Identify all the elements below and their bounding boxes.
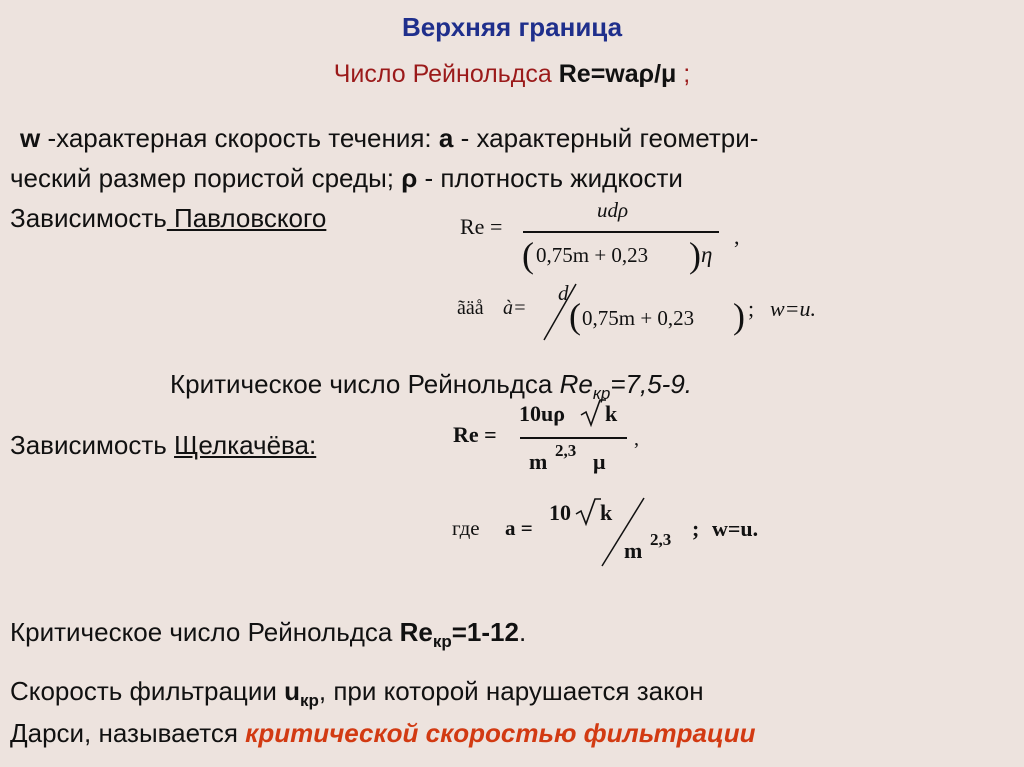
highlight-term: критической скоростью фильтрации — [245, 718, 756, 748]
definition-line-1 — [20, 118, 758, 158]
conclusion-text: Дарси, называется — [10, 718, 246, 748]
f1-numerator: 10uρ — [519, 401, 566, 426]
fraction-bar — [520, 437, 627, 439]
f2-paren-close: ) — [733, 296, 745, 336]
f2-semicolon: ; — [692, 516, 700, 541]
f1-eta: η — [701, 242, 713, 267]
f1-denominator: m — [529, 449, 548, 474]
critical-text: Критическое число Рейнольдса — [170, 369, 560, 399]
f1-sqrt-arg: k — [605, 401, 618, 426]
f1-mu: μ — [593, 449, 606, 474]
label-prefix: Зависимость — [10, 430, 175, 460]
sqrt-icon — [580, 398, 606, 428]
f2-denominator: m — [624, 538, 643, 563]
f1-numerator: udρ — [597, 198, 629, 222]
subtitle-suffix: ; — [676, 60, 691, 88]
critical-sub: кр — [592, 384, 611, 404]
f2-where: где — [452, 516, 480, 540]
symbol-w: w — [20, 123, 41, 153]
f2-paren-open: ( — [569, 296, 581, 336]
f2-exponent: 2,3 — [650, 530, 672, 549]
critical-re: Re — [399, 617, 433, 647]
f1-comma: , — [734, 224, 740, 249]
definition-text: - плотность жидкости — [417, 163, 683, 193]
critical-re: Re — [559, 369, 593, 399]
f1-lhs: Re = — [453, 422, 497, 447]
f2-a: à= — [503, 297, 527, 319]
critical-value: =1-12 — [451, 617, 519, 647]
definition-text: ческий размер пористой среды; — [10, 163, 402, 193]
f2-garbled: ãäå — [457, 297, 484, 319]
f1-paren-close: ) — [689, 235, 701, 275]
f2-d: d — [558, 281, 569, 305]
symbol-rho: ρ — [401, 163, 418, 193]
schelkachev-label — [10, 425, 316, 465]
definition-line-2 — [10, 158, 683, 198]
f2-sqrt-arg: k — [600, 500, 613, 525]
f2-numerator: 10 — [549, 500, 571, 525]
label-prefix: Зависимость — [10, 203, 167, 233]
critical-value: =7,5-9. — [610, 369, 692, 399]
fraction-bar — [523, 231, 719, 233]
symbol-u-sub: кр — [299, 691, 319, 711]
definition-text: -характерная скорость течения: — [40, 123, 439, 153]
f2-a: a = — [505, 516, 533, 540]
slide-title: Верхняя граница — [401, 12, 623, 42]
definition-text: - характерный геометри- — [453, 123, 759, 153]
symbol-a: a — [438, 123, 454, 153]
f1-comma: , — [634, 428, 639, 450]
f2-semicolon: ; — [748, 296, 755, 321]
symbol-u: u — [284, 676, 300, 706]
critical-reynolds-2 — [10, 612, 526, 662]
f2-denominator: 0,75m + 0,23 — [582, 306, 695, 330]
f1-paren-open: ( — [522, 235, 534, 275]
f2-wu: w=u. — [712, 516, 759, 541]
pavlovsky-label — [10, 198, 326, 238]
subtitle-formula: Re=waρ/μ — [558, 60, 677, 88]
subtitle-prefix: Число Рейнольдса — [333, 60, 559, 88]
f1-lhs: Re = — [460, 214, 503, 239]
f1-exponent: 2,3 — [555, 441, 577, 460]
critical-dot: . — [518, 617, 527, 647]
critical-text: Критическое число Рейнольдса — [10, 617, 400, 647]
critical-sub: кр — [432, 632, 452, 652]
label-name: Щелкачёва: — [174, 430, 317, 460]
label-name: Павловского — [166, 203, 327, 233]
f2-wu: w=u. — [770, 296, 817, 321]
conclusion-line-2 — [10, 713, 756, 753]
reynolds-subtitle — [0, 60, 1024, 89]
f1-denominator: 0,75m + 0,23 — [536, 243, 649, 267]
conclusion-text: , при которой нарушается закон — [318, 676, 704, 706]
conclusion-text: Скорость фильтрации — [10, 676, 285, 706]
